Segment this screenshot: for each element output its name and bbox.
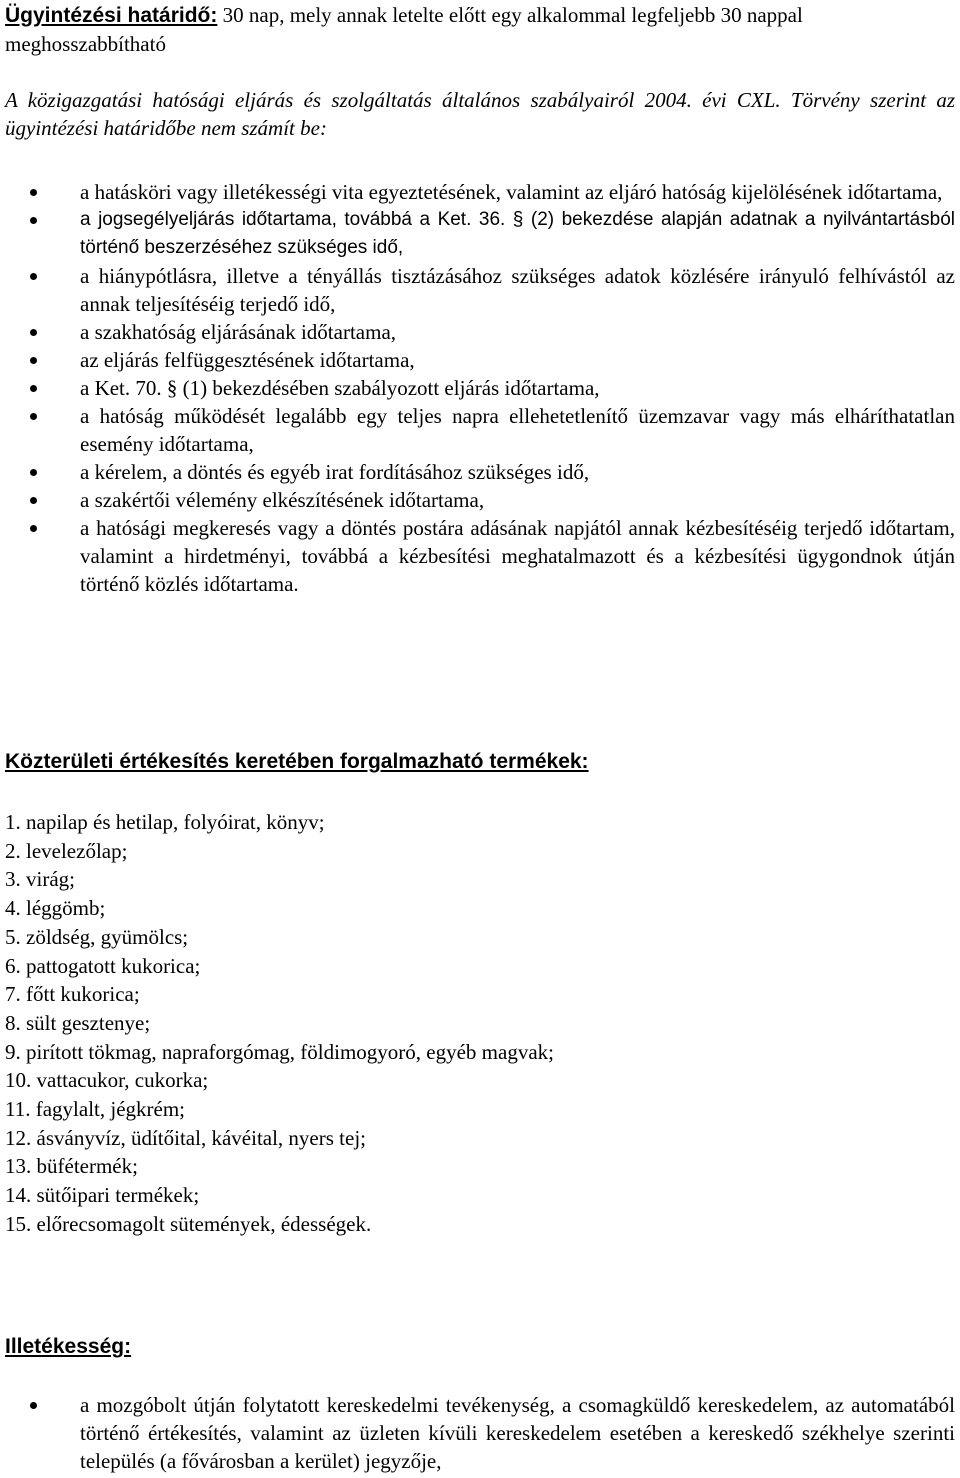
bullet-icon [30,357,37,364]
list-item: 7. főtt kukorica; [5,982,140,1007]
list-item: 2. levelezőlap; [5,838,128,863]
list-item: 8. sült gesztenye; [5,1010,151,1035]
bullet-icon [30,525,37,532]
jurisdiction-list [5,1391,955,1475]
bullet-icon [30,273,37,280]
list-item: a hatósági megkeresés vagy a döntés postára adásának napjától annak kézbesítéséig terjedő időtartam, valamint a hirdetményi, továbbá a kézbesítési meghatalmazott és a kézbesítési ügygondnok útján történő közlés időtartama. [5,514,955,598]
bullet-icon [30,385,37,392]
list-item: 6. pattogatott kukorica; [5,953,201,978]
products-heading: Közterületi értékesítés keretében forgalmazható termékek: [5,750,589,773]
list-item: a Ket. 70. § (1) bekezdésében szabályozott eljárás időtartama, [5,374,955,402]
list-item: 5. zöldség, gyümölcs; [5,924,189,949]
list-item: 9. pirított tökmag, napraforgómag, földimogyoró, egyéb magvak; [5,1039,554,1064]
list-item: 3. virág; [5,867,75,892]
list-item: 14. sütőipari termékek; [5,1183,200,1208]
deadline-label: Ügyintézési határidő: [5,4,218,27]
bullet-icon [30,1402,37,1409]
list-item: 12. ásványvíz, üdítőital, kávéital, nyers tej; [5,1125,366,1150]
bullet-icon [30,469,37,476]
list-item: 1. napilap és hetilap, folyóirat, könyv; [5,810,325,834]
list-item: 4. léggömb; [5,896,106,921]
exclusions-list [5,178,955,598]
jurisdiction-heading: Illetékesség: [5,1335,132,1358]
list-item: 13. büfétermék; [5,1154,138,1179]
intro-paragraph: A közigazgatási hatósági eljárás és szolgáltatás általános szabályairól 2004. évi CXL. Törvény szerint az ügyintézési határidőbe nem számít be: [5,88,955,140]
list-item: a kérelem, a döntés és egyéb irat fordításához szükséges idő, [5,458,955,486]
bullet-icon [30,189,37,196]
list-item: a jogsegélyeljárás időtartama, továbbá a Ket. 36. § (2) bekezdése alapján adatnak a nyilvántartásból történő beszerzéséhez szükséges idő, [5,206,955,262]
bullet-icon [30,329,37,336]
list-item: a hatásköri vagy illetékességi vita egyeztetésének, valamint az eljáró hatóság kijelölésének időtartama, [5,178,955,206]
list-item: a hatóság működését legalább egy teljes napra ellehetetlenítő üzemzavar vagy más elháríthatatlan esemény időtartama, [5,402,955,458]
list-item: az eljárás felfüggesztésének időtartama, [5,346,955,374]
products-list [5,808,554,1239]
bullet-icon [30,413,37,420]
list-item: a szakértői vélemény elkészítésének időtartama, [5,486,955,514]
list-item: 10. vattacukor, cukorka; [5,1068,209,1093]
list-item: 15. előrecsomagolt sütemények, édességek. [5,1211,372,1236]
list-item: a mozgóbolt útján folytatott kereskedelmi tevékenység, a csomagküldő kereskedelem, az automatából történő értékesítés, valamint az üzleten kívüli kereskedelem esetében a kereskedő székhelye szerinti település (a fővárosban a kerület) jegyzője, [5,1391,955,1475]
list-item: a szakhatóság eljárásának időtartama, [5,318,955,346]
deadline-paragraph [5,1,955,58]
bullet-icon [30,217,37,224]
list-item: 11. fagylalt, jégkrém; [5,1097,185,1122]
list-item: a hiánypótlásra, illetve a tényállás tisztázásához szükséges adatok közlésére irányuló felhívástól az annak teljesítéséig terjedő idő, [5,262,955,318]
bullet-icon [30,497,37,504]
deadline-text: 30 nap, mely annak letelte előtt egy alkalommal legfeljebb 30 nappal meghosszabbítható [5,3,803,56]
